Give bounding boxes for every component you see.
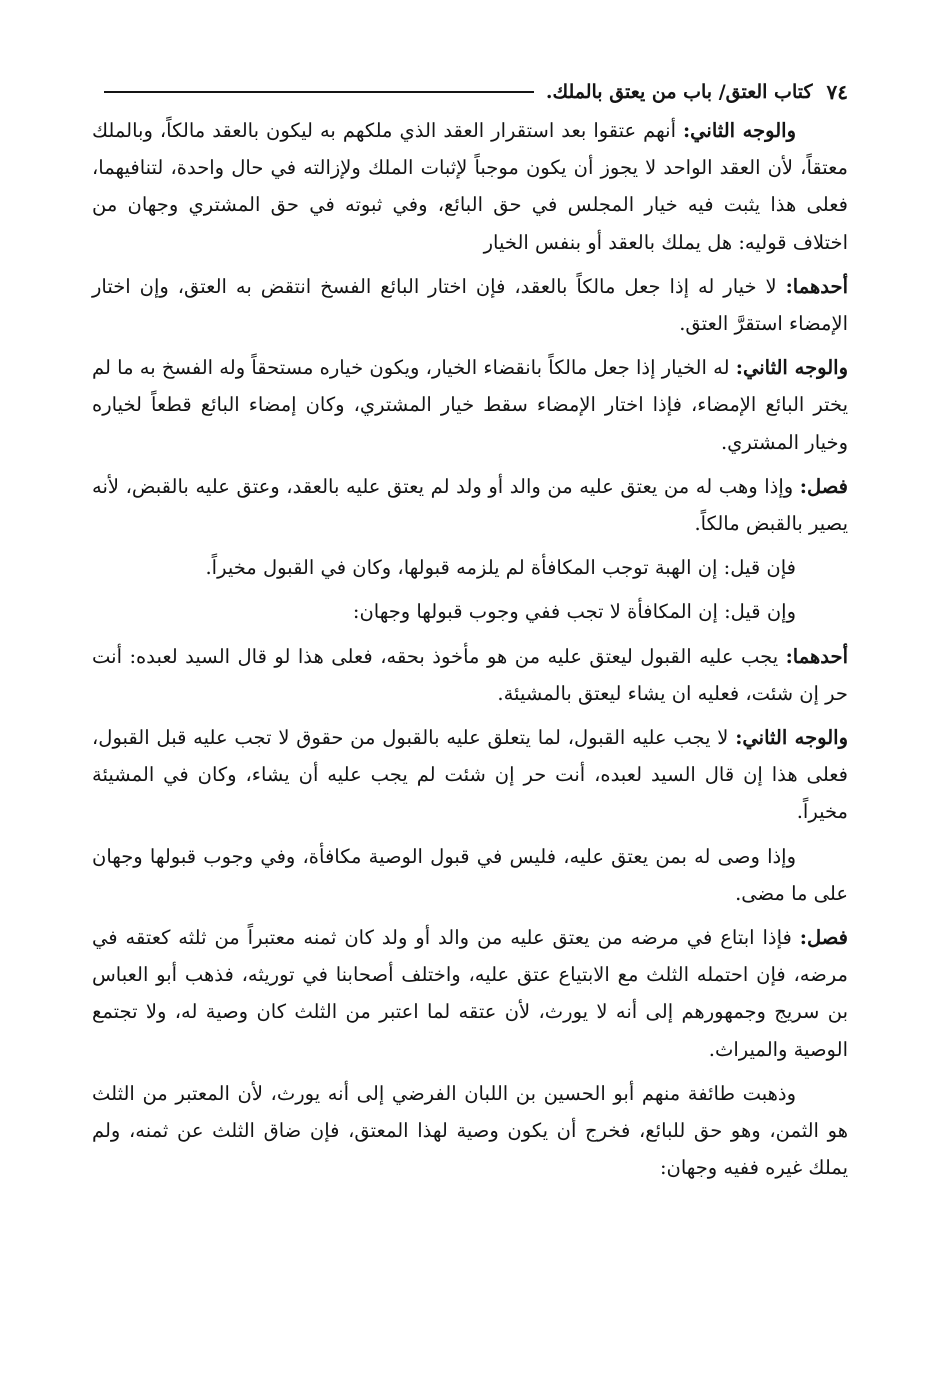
running-title: كتاب العتق/ باب من يعتق بالملك. <box>545 81 813 103</box>
page-body <box>92 112 848 1186</box>
paragraph <box>92 468 848 542</box>
paragraph-text: لا خيار له إذا جعل مالكاً بالعقد، فإن اختار البائع الفسخ انتقض به العتق، وإن اختار الإمضاء استقرَّ العتق. <box>92 274 848 336</box>
paragraph-lead: فصل: <box>799 926 848 950</box>
page-header <box>92 72 848 112</box>
paragraph-text: له الخيار إذا جعل مالكاً بانقضاء الخيار، ويكون خياره مستحقاً وله الفسخ به ما لم يختر البائع الإمضاء، فإذا اختار الإمضاء سقط خيار المشتري، وكان إمضاء البائع قطعاً لخياره وخيار المشتري. <box>92 356 848 454</box>
header-rule <box>104 91 534 93</box>
page-number: ٧٤ <box>826 80 848 104</box>
paragraph-lead: والوجه الثاني: <box>735 726 848 750</box>
paragraph-text: وإذا وصى له بمن يعتق عليه، فليس في قبول الوصية مكافأة، وفي وجوب قبولها وجهان على ما مضى. <box>92 844 848 905</box>
paragraph <box>92 1075 848 1187</box>
paragraph-text: وإن قيل: إن المكافأة لا تجب ففي وجوب قبولها وجهان: <box>352 600 796 624</box>
paragraph <box>92 838 848 912</box>
paragraph-lead: والوجه الثاني: <box>735 356 849 380</box>
paragraph-text: لا يجب عليه القبول، لما يتعلق عليه بالقبول من حقوق لا تجب عليه قبل القبول، فعلى هذا إن قال السيد لعبده، أنت حر إن شئت لم يجب عليه أن يشاء، وكان في المشيئة مخيراً. <box>92 726 848 824</box>
paragraph <box>92 112 848 261</box>
paragraph-text: فإن قيل: إن الهبة توجب المكافأة لم يلزمه قبولها، وكان في القبول مخيراً. <box>205 556 796 580</box>
paragraph <box>92 919 848 1068</box>
paragraph-text: وإذا وهب له من يعتق عليه من والد أو ولد لم يعتق عليه بالعقد، وعتق عليه بالقبض، لأنه يصير بالقبض مالكاً. <box>92 474 848 536</box>
paragraph-text: يجب عليه القبول ليعتق عليه من هو مأخوذ بحقه، فعلى هذا لو قال السيد لعبده: أنت حر إن شئت، فعليه ان يشاء ليعتق بالمشيئة. <box>92 644 848 705</box>
paragraph <box>92 593 848 630</box>
paragraph-lead: والوجه الثاني: <box>682 119 796 142</box>
paragraph <box>92 349 848 461</box>
paragraph-lead: فصل: <box>799 474 848 498</box>
paragraph-text: وذهبت طائفة منهم أبو الحسين بن اللبان الفرضي إلى أنه يورث، لأن المعتبر من الثلث هو الثمن، وهو حق للبائع، فخرج أن يكون وصية لهذا المعتق، فإن ضاق الثلث عن ثمنه، ولم يملك غيره ففيه وجهان: <box>92 1081 848 1180</box>
paragraph-text: فإذا ابتاع في مرضه من يعتق عليه من والد أو ولد كان ثمنه معتبراً من ثلثه كعتقه في مرضه، فإن احتمله الثلث مع الابتياع عتق عليه، واختلف أصحابنا في توريثه، فذهب أبو العباس بن سريج وجمهورهم إلى أنه لا يورث، لأن عتقه لما اعتبر من الثلث كان وصية له، ولا تجتمع الوصية والميراث. <box>92 926 848 1061</box>
paragraph <box>92 268 848 342</box>
paragraph <box>92 638 848 712</box>
paragraph-lead: أحدهما: <box>785 274 848 298</box>
paragraph-text: أنهم عتقوا بعد استقرار العقد الذي ملكهم به ليكون بالعقد مالكاً، وبالملك معتقاً، لأن العقد الواحد لا يجوز أن يكون موجباً لإثبات الملك ولإزالته في حال واحدة، لتنافيهما، فعلى هذا يثبت فيه خيار المجلس في حق البائع، وفي ثبوته في حق المشتري وجهان من اختلاف قوليه: هل يملك بالعقد أو بنفس الخيار <box>92 119 848 254</box>
paragraph <box>92 719 848 831</box>
page <box>92 72 848 1193</box>
paragraph <box>92 549 848 586</box>
paragraph-lead: أحدهما: <box>785 644 848 668</box>
